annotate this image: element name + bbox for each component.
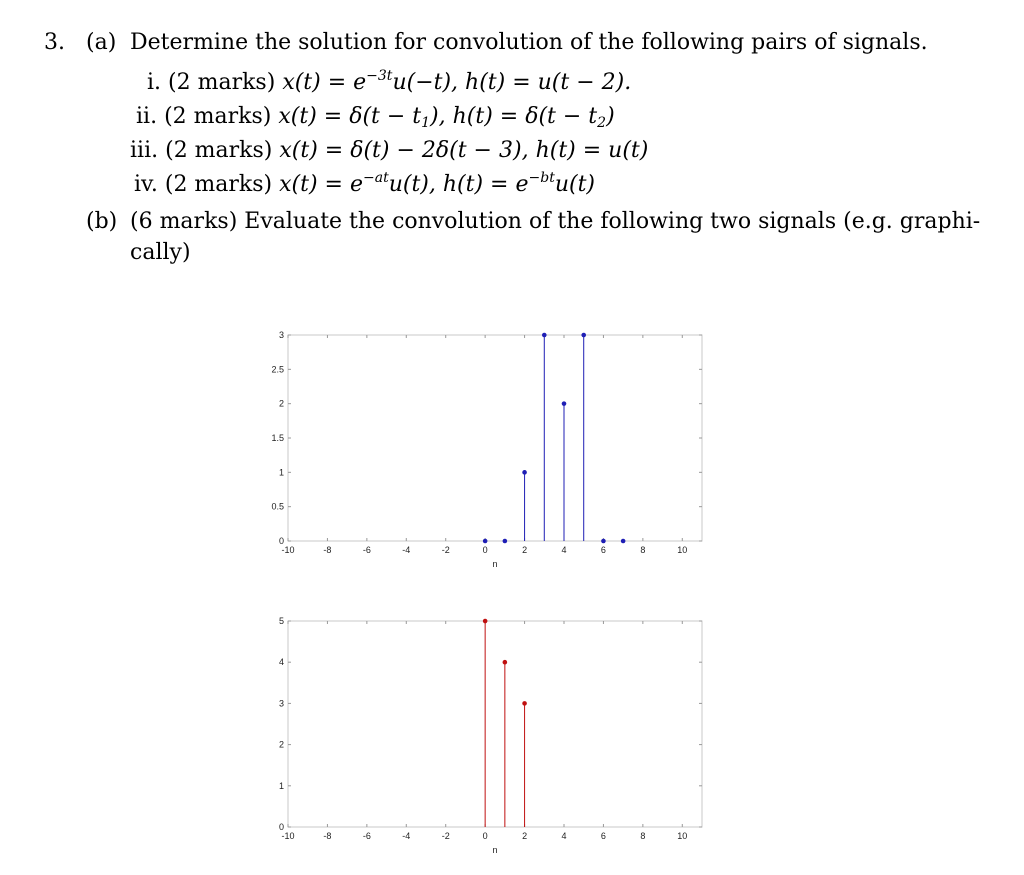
part-b-text-line1: (6 marks) Evaluate the convolution of the following two signals (e.g. graphi- (130, 209, 981, 234)
part-b-label: (b) (86, 209, 118, 234)
plot-1-stem-marker (601, 539, 606, 544)
item-marks: (2 marks) (164, 104, 272, 129)
plot-1-y-tick-label: 0 (278, 536, 284, 546)
plot-1-x-tick-label: -2 (441, 545, 450, 555)
plot-1-x-tick-label: 4 (561, 545, 567, 555)
signal-h: $h(t) = \delta(t - t_2)$ (452, 104, 615, 131)
plot-1-x-tick-label: 2 (522, 545, 528, 555)
plot-2-x-tick-label: 0 (482, 831, 488, 841)
plot-1-stem-marker (621, 539, 626, 544)
plot-2-x-tick-label: -8 (323, 831, 332, 841)
plot-1-y-tick-label: 2 (278, 398, 284, 409)
signal-x: $x(t) = \delta(t - t_1)$, (278, 104, 446, 131)
plot-1-x-tick-label: 6 (600, 545, 606, 555)
plot-1-stem-marker (503, 539, 508, 544)
plot-2-y-tick-label: 5 (278, 616, 284, 626)
plot-2-y-tick-label: 0 (278, 822, 284, 832)
signal-x: $x(t) = e^{-3t}u(-t)$, (282, 68, 459, 95)
plot-2-x-tick-label: 2 (522, 831, 528, 841)
plot-2-x-tick-label: 6 (600, 831, 606, 841)
plot-1-y-tick-label: 3 (278, 330, 284, 340)
plot-1-y-tick-label: 0.5 (271, 501, 284, 512)
plot-2-stem-marker (522, 701, 527, 706)
plot-2-x-tick-label: -2 (441, 831, 450, 841)
item-number: iii. (130, 138, 159, 163)
plot-1-y-tick-label: 2.5 (271, 364, 284, 375)
plot-1-stem-marker (562, 401, 567, 406)
plot-1-stem-marker (542, 333, 547, 338)
item-marks: (2 marks) (164, 172, 273, 197)
item-number: ii. (136, 104, 158, 129)
plot-2-x-tick-label: 10 (677, 831, 688, 841)
item-marks: (2 marks) (165, 138, 273, 163)
plot-1-x-tick-label: -6 (362, 545, 371, 555)
plot-2-y-tick-label: 1 (278, 780, 284, 791)
plot-2-stem-marker (503, 660, 508, 665)
item-number: i. (147, 70, 162, 95)
plot-2-stem-marker (483, 619, 488, 624)
plot-2-axes-box (288, 621, 702, 827)
plot-2-x-tick-label: 8 (640, 831, 646, 841)
plot-1-x-axis-label: n (492, 559, 498, 569)
part-a-label: (a) (86, 30, 117, 55)
plot-1-x-tick-label: 10 (677, 545, 688, 555)
signal-h: h(t) = u(t) (535, 138, 649, 163)
plot-1-x-tick-label: -10 (281, 545, 295, 555)
item-marks: (2 marks) (168, 70, 276, 95)
item-number: iv. (134, 172, 158, 197)
plot-2-y-tick-label: 2 (278, 739, 284, 750)
plot-1-x-tick-label: 8 (640, 545, 646, 555)
plot-1-stem-marker (483, 539, 488, 544)
question-number: 3. (44, 30, 65, 55)
plot-1-y-tick-label: 1.5 (271, 433, 284, 443)
plot-1-x-tick-label: -4 (402, 545, 411, 555)
plot-2-x-tick-label: -6 (362, 831, 371, 841)
signal-h: $h(t) = e^{-bt}u(t)$ (442, 170, 596, 197)
part-b-text-line2: cally) (130, 240, 191, 265)
plot-2-x-tick-label: 4 (561, 831, 567, 841)
plot-1-x-tick-label: 0 (482, 545, 488, 555)
plot-1-x-tick-label: -8 (323, 545, 332, 555)
plot-1-y-tick-label: 1 (278, 467, 284, 478)
part-a-text: Determine the solution for convolution of the following pairs of signals. (130, 30, 928, 55)
plot-2-x-tick-label: -10 (281, 831, 295, 841)
signal-x: $x(t) = e^{-at}u(t)$, (279, 170, 436, 197)
plot-2-y-tick-label: 3 (278, 698, 284, 709)
plot-2-x-tick-label: -4 (402, 831, 411, 841)
plot-2-x-axis-label: n (492, 845, 498, 855)
signal-h: h(t) = u(t − 2). (465, 70, 632, 95)
signal-x: x(t) = δ(t) − 2δ(t − 3), (279, 138, 529, 163)
plot-1-axes-box (288, 335, 702, 541)
plot-1-stem-marker (581, 333, 586, 338)
plot-2-y-tick-label: 4 (278, 657, 284, 668)
plot-1-stem-marker (522, 470, 527, 475)
